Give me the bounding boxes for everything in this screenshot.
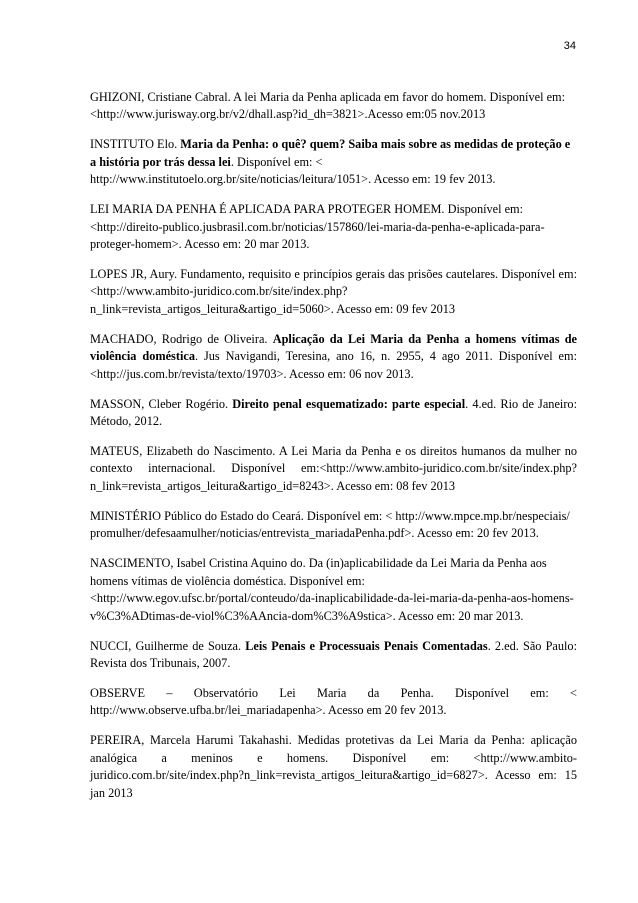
reference-text: LEI MARIA DA PENHA É APLICADA PARA PROTEGER HOMEM. Disponível em:<http://direito-publico.jusbrasil.com.br/noticias/157860/lei-maria-da-penha-e-aplicada-para-proteger-homem>. Acesso em: 20 mar 2013. bbox=[90, 202, 545, 252]
reference-masson bbox=[90, 396, 577, 431]
reference-text: MINISTÉRIO Público do Estado do Ceará. Disponível em: < http://www.mpce.mp.br/nespeciais/ promulher/defesaamulher/noticias/entrevista_mariadaPenha.pdf>. Acesso em: 20 fev 2013. bbox=[90, 508, 570, 541]
reference-text: MATEUS, Elizabeth do Nascimento. A Lei Maria da Penha e os direitos humanos da mulher no contexto internacional. Disponível em:<http://www.ambito-juridico.com.br/site/index.php?n_link=revista_artigos_leitura&artigo_id=8243>. Acesso em: 08 fev 2013 bbox=[90, 444, 577, 493]
reference-title: Aplicação da Lei Maria da Penha a homens vítimas de violência doméstica bbox=[90, 331, 578, 364]
reference-text: PEREIRA, Marcela Harumi Takahashi. Medidas protetivas da Lei Maria da Penha: aplicação analógica a meninos e homens. Disponível em: <http://www.ambito-juridico.com.br/site/index.php?n_link=revista_artigos_leitura&artigo_id=6827>. Acesso em: 15 jan 2013 bbox=[90, 733, 577, 800]
reference-text: . Jus Navigandi, Teresina, ano 16, n. 2955, 4 ago 2011. Disponível em: <http://jus.com.br/revista/texto/19703>. Acesso em: 06 nov 2013. bbox=[90, 349, 577, 381]
reference-title: Leis Penais e Processuais Penais Comentadas bbox=[245, 638, 488, 653]
reference-text: MASSON, Cleber Rogério. bbox=[90, 396, 233, 411]
reference-ghizoni bbox=[90, 89, 577, 124]
reference-lei-maria-da-penha bbox=[90, 201, 577, 253]
reference-text: INSTITUTO Elo. bbox=[90, 137, 181, 152]
reference-text: . Disponível em: < http://www.institutoelo.org.br/site/noticias/leitura/1051>. Acesso em: 19 fev 2013. bbox=[90, 154, 496, 187]
reference-text: MACHADO, Rodrigo de Oliveira. bbox=[90, 331, 273, 346]
reference-mateus bbox=[90, 443, 577, 495]
reference-pereira bbox=[90, 732, 577, 802]
reference-text: NUCCI, Guilherme de Souza. bbox=[90, 638, 246, 653]
reference-observe bbox=[90, 685, 577, 720]
reference-machado bbox=[90, 331, 577, 383]
reference-nascimento bbox=[90, 555, 577, 625]
reference-title: Direito penal esquematizado: parte especial bbox=[232, 396, 466, 411]
reference-text: . 4.ed. Rio de Janeiro: Método, 2012. bbox=[90, 396, 577, 429]
reference-ministerio bbox=[90, 508, 577, 543]
reference-lopes bbox=[90, 266, 577, 318]
reference-text: OBSERVE – Observatório Lei Maria da Penha. Disponível em: < http://www.observe.ufba.br/lei_mariadapenha>. Acesso em 20 fev 2013. bbox=[90, 685, 577, 718]
page-number: 34 bbox=[563, 40, 576, 52]
reference-instituto-elo bbox=[90, 136, 577, 188]
references-list bbox=[90, 89, 577, 815]
reference-nucci bbox=[90, 638, 577, 673]
reference-text: NASCIMENTO, Isabel Cristina Aquino do. Da (in)aplicabilidade da Lei Maria da Penha aos homens vítimas de violência doméstica. Disponível em:<http://www.egov.ufsc.br/portal/conteudo/da-inaplicabilidade-da-lei-maria-da-penha-aos-homens-v%C3%ADtimas-de-viol%C3%AAncia-dom%C3%A9stica>. Acesso em: 20 mar 2013. bbox=[90, 556, 574, 623]
reference-text: LOPES JR, Aury. Fundamento, requisito e princípios gerais das prisões cautelares. Disponível em: <http://www.ambito-juridico.com.br/site/index.php?n_link=revista_artigos_leitura&artigo_id=5060>. Acesso em: 09 fev 2013 bbox=[90, 267, 577, 316]
reference-text: GHIZONI, Cristiane Cabral. A lei Maria da Penha aplicada em favor do homem. Disponível em: <http://www.jurisway.org.br/v2/dhall.asp?id_dh=3821>.Acesso em:05 nov.2013 bbox=[90, 90, 566, 122]
reference-text: . 2.ed. São Paulo: Revista dos Tribunais, 2007. bbox=[90, 638, 577, 670]
reference-title: Maria da Penha: o quê? quem? Saiba mais sobre as medidas de proteção e a história por trás dessa lei bbox=[90, 137, 571, 169]
